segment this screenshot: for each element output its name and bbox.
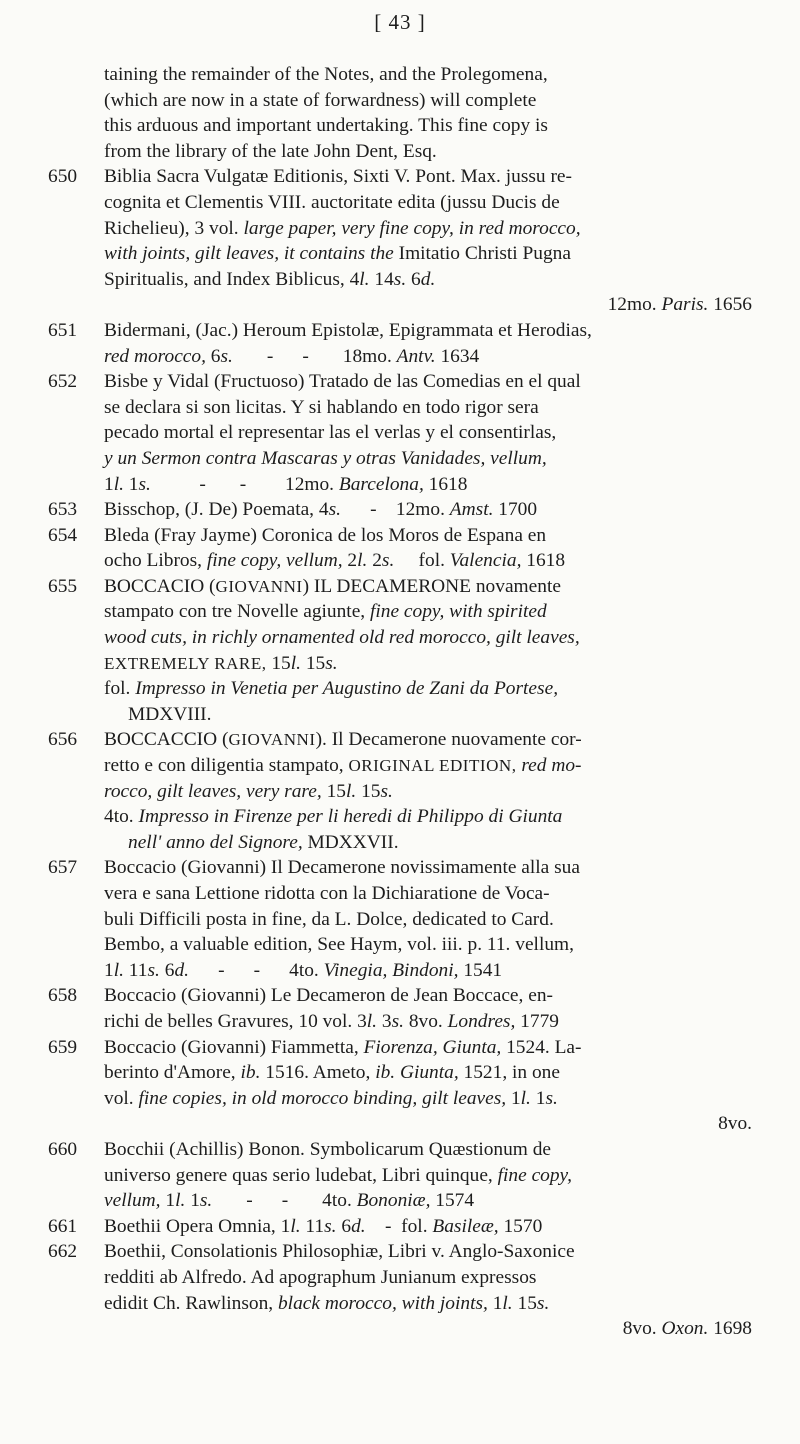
entry-first-line: [48, 369, 752, 395]
lot-number: 658: [48, 985, 78, 1007]
entry-continuation-line: vol. fine copies, in old morocco binding, gilt leaves, 1l. 1s.: [104, 1087, 558, 1109]
entry-first-line: [48, 523, 752, 549]
entry-text: Bisbe y Vidal (Fructuoso) Tratado de las Comedias en el qual: [104, 371, 581, 393]
lot-number: 656: [48, 729, 78, 751]
lot-number: 661: [48, 1215, 78, 1237]
entry-text: Bidermani, (Jac.) Heroum Epistolæ, Epigrammata et Herodias,: [104, 319, 592, 341]
entry-continuation-line: EXTREMELY RARE, 15l. 15s.: [104, 652, 338, 674]
entry-continuation-line: wood cuts, in richly ornamented old red morocco, gilt leaves,: [104, 627, 580, 649]
entry-continuation-line: rocco, gilt leaves, very rare, 15l. 15s.: [104, 780, 393, 802]
entry-continuation-line: 1l. 1s. - - 12mo. Barcelona, 1618: [104, 473, 468, 495]
entry-continuation-line: Richelieu), 3 vol. large paper, very fine copy, in red morocco,: [104, 217, 581, 239]
entry-first-line: [48, 318, 752, 344]
entry-continuation-line: with joints, gilt leaves, it contains the Imitatio Christi Pugna: [104, 243, 571, 265]
entry-text: BOCCACCIO (GIOVANNI). Il Decamerone nuovamente cor-: [104, 729, 582, 751]
lot-number: 655: [48, 575, 78, 597]
lot-number: 657: [48, 857, 78, 879]
entry-first-line: [48, 727, 752, 753]
lot-number: 650: [48, 166, 78, 188]
entry-first-line: [48, 983, 752, 1009]
entry-text: BOCCACIO (GIOVANNI) IL DECAMERONE novamente: [104, 575, 561, 597]
lot-number: 660: [48, 1138, 78, 1160]
entry-first-line: [48, 574, 752, 600]
page-number: [ 43 ]: [374, 10, 426, 34]
entry-continuation-line: red morocco, 6s. - - 18mo. Antv. 1634: [104, 345, 480, 367]
entry-text: Boethii Opera Omnia, 1l. 11s. 6d. - fol. Basileæ, 1570: [104, 1215, 543, 1237]
entry-continuation-line: richi de belles Gravures, 10 vol. 3l. 3s. 8vo. Londres, 1779: [104, 1010, 559, 1032]
lot-number: 662: [48, 1241, 78, 1263]
entry-continuation-line: 1l. 11s. 6d. - - 4to. Vinegia, Bindoni, 1541: [104, 959, 503, 981]
entry-first-line: [48, 164, 752, 190]
entry-continuation-line: this arduous and important undertaking. This fine copy is: [104, 115, 548, 137]
entry-text: Bisschop, (J. De) Poemata, 4s. - 12mo. Amst. 1700: [104, 499, 538, 521]
lot-number: 654: [48, 524, 78, 546]
entry-continuation-line: y un Sermon contra Mascaras y otras Vanidades, vellum,: [104, 447, 547, 469]
entry-text: Boccacio (Giovanni) Fiammetta, Fiorenza, Giunta, 1524. La-: [104, 1036, 582, 1058]
entry-continuation-line: ocho Libros, fine copy, vellum, 2l. 2s. fol. Valencia, 1618: [104, 550, 566, 572]
lot-number: 651: [48, 319, 78, 341]
entry-first-line: [48, 497, 752, 523]
entry-continuation-line: 4to. Impresso in Firenze per li heredi di Philippo di Giunta: [104, 806, 563, 828]
entry-text: Boccacio (Giovanni) Il Decamerone novissimamente alla sua: [104, 857, 580, 879]
entry-continuation-line: from the library of the late John Dent, Esq.: [104, 140, 437, 162]
catalogue-entries: [48, 62, 752, 1342]
entry-first-line: [48, 1214, 752, 1240]
entry-continuation-line: universo genere quas serio ludebat, Libri quinque, fine copy,: [104, 1164, 572, 1186]
imprint-line: 12mo. Paris. 1656: [607, 294, 752, 316]
entry-continuation-line: MDXVIII.: [128, 703, 212, 725]
imprint-line: 8vo.: [718, 1113, 752, 1135]
entry-continuation-line: (which are now in a state of forwardness) will complete: [104, 89, 537, 111]
entry-continuation-line: redditi ab Alfredo. Ad apographum Junianum expressos: [104, 1266, 537, 1288]
entry-continuation-line: Spiritualis, and Index Biblicus, 4l. 14s. 6d.: [104, 268, 436, 290]
entry-continuation-line: cognita et Clementis VIII. auctoritate edita (jussu Ducis de: [104, 191, 560, 213]
entry-continuation-line: pecado mortal el representar las el verlas y el consentirlas,: [104, 422, 557, 444]
entry-continuation-line: buli Difficili posta in fine, da L. Dolce, dedicated to Card.: [104, 908, 554, 930]
lot-number: 653: [48, 499, 78, 521]
entry-continuation-line: taining the remainder of the Notes, and the Prolegomena,: [104, 64, 548, 85]
entry-continuation-line: se declara si son licitas. Y si hablando en todo rigor sera: [104, 396, 539, 418]
entry-first-line: [48, 1137, 752, 1163]
imprint-line: 8vo. Oxon. 1698: [622, 1318, 752, 1340]
entry-text: Boccacio (Giovanni) Le Decameron de Jean Boccace, en-: [104, 985, 553, 1007]
entry-text: Bocchii (Achillis) Bonon. Symbolicarum Quæstionum de: [104, 1138, 552, 1160]
entry-first-line: [48, 855, 752, 881]
entry-first-line: [48, 1035, 752, 1061]
entry-continuation-line: retto e con diligentia stampato, ORIGINAL EDITION, red mo-: [104, 755, 582, 777]
entry-continuation-line: stampato con tre Novelle agiunte, fine copy, with spirited: [104, 601, 547, 623]
entry-text: Bleda (Fray Jayme) Coronica de los Moros de Espana en: [104, 524, 547, 546]
entry-continuation-line: fol. Impresso in Venetia per Augustino de Zani da Portese,: [104, 678, 559, 700]
entry-continuation-line: vellum, 1l. 1s. - - 4to. Bononiæ, 1574: [104, 1190, 475, 1212]
entry-continuation-line: nell' anno del Signore, MDXXVII.: [128, 831, 399, 853]
entry-text: Biblia Sacra Vulgatæ Editionis, Sixti V. Pont. Max. jussu re-: [104, 166, 572, 188]
lot-number: 652: [48, 371, 78, 393]
lot-number: 659: [48, 1036, 78, 1058]
entry-continuation-line: Bembo, a valuable edition, See Haym, vol. iii. p. 11. vellum,: [104, 934, 574, 956]
entry-first-line: [48, 1239, 752, 1265]
entry-continuation-line: edidit Ch. Rawlinson, black morocco, with joints, 1l. 15s.: [104, 1292, 550, 1314]
entry-text: Boethii, Consolationis Philosophiæ, Libri v. Anglo-Saxonice: [104, 1241, 575, 1263]
entry-continuation-line: berinto d'Amore, ib. 1516. Ameto, ib. Giunta, 1521, in one: [104, 1062, 560, 1084]
entry-continuation-line: vera e sana Lettione ridotta con la Dichiaratione de Voca-: [104, 883, 550, 904]
